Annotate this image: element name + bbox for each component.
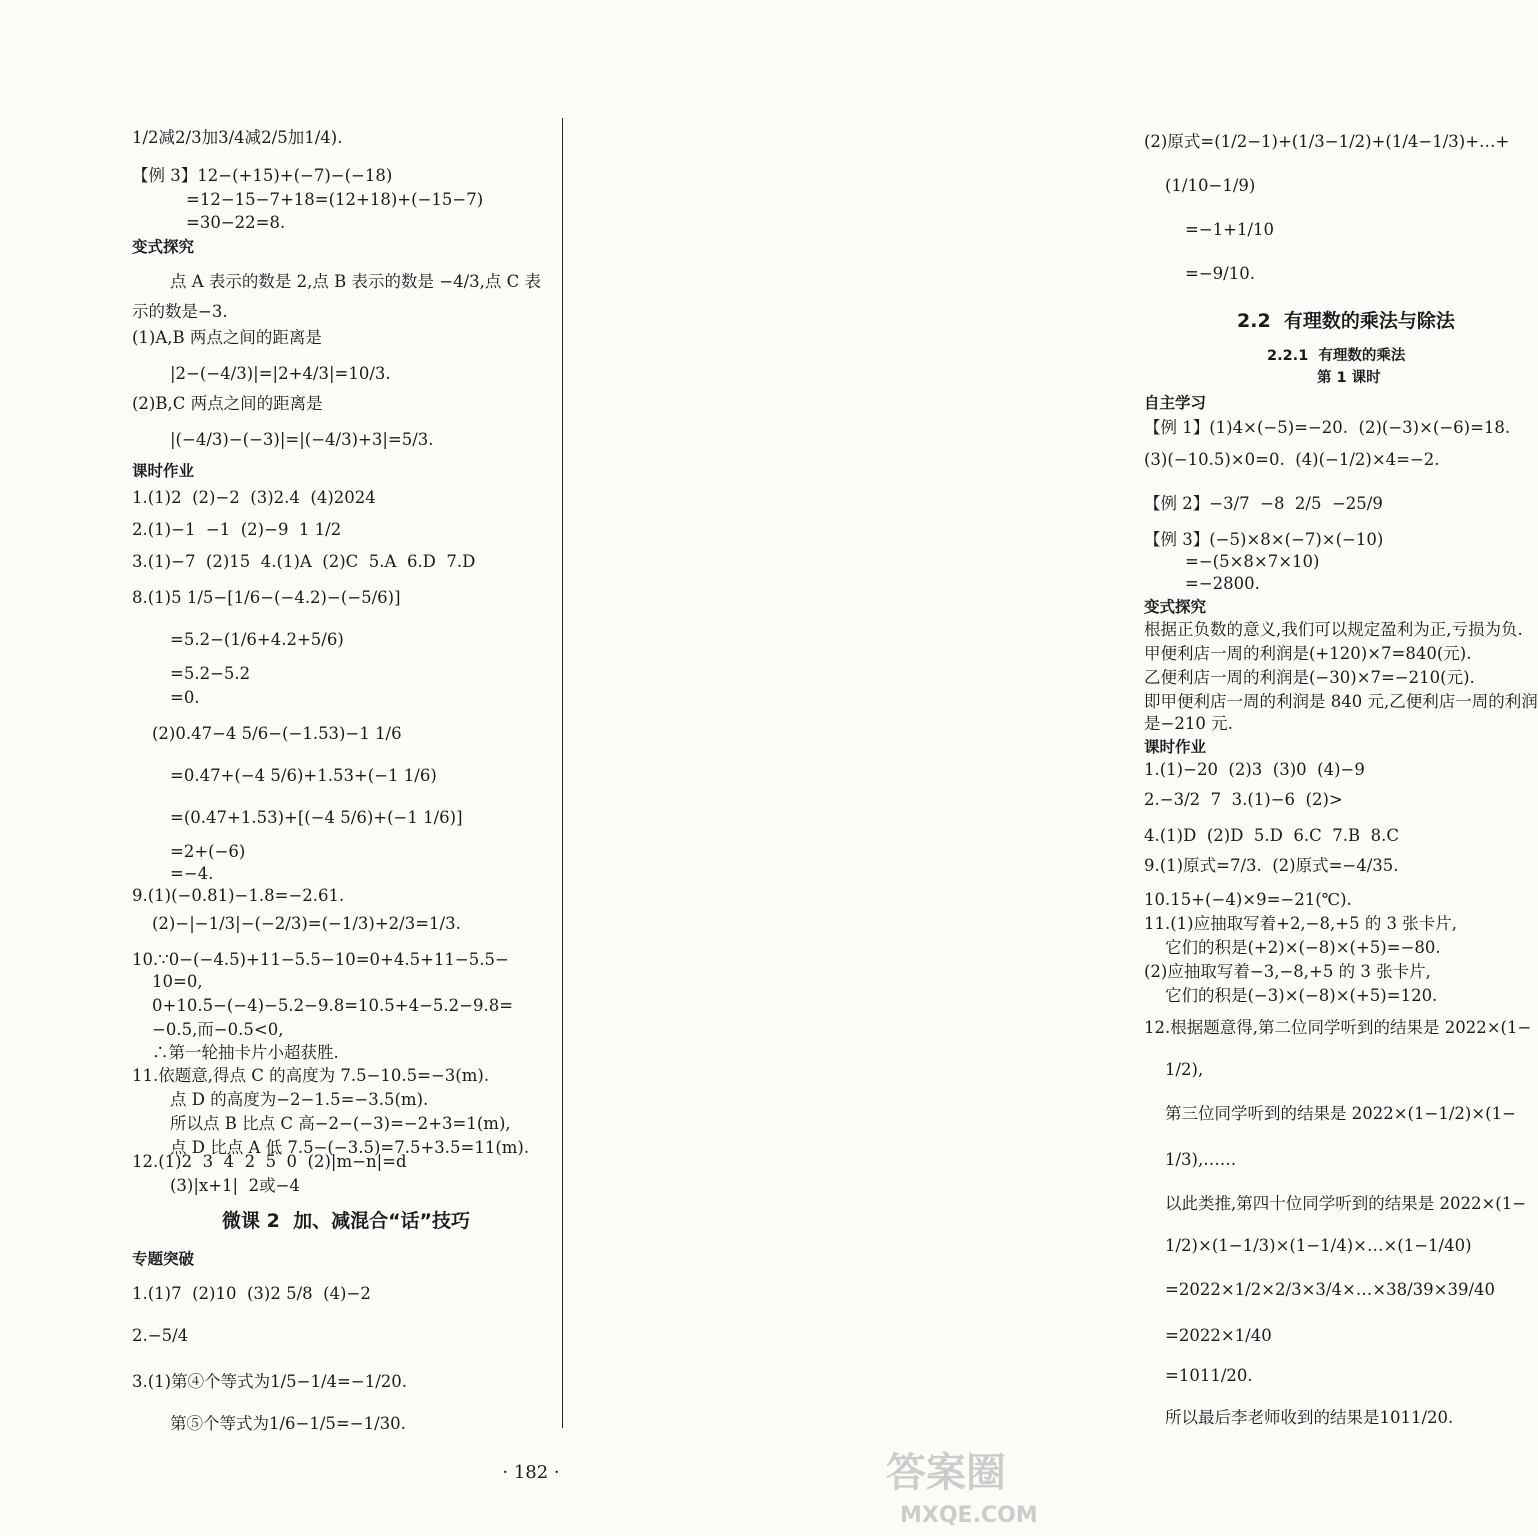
formula-line: |(−4/3)−(−3)|=|(−4/3)+3|=5/3. <box>170 430 434 449</box>
answer-line: 3.(1)第④个等式为1/5−1/4=−1/20. <box>132 1372 407 1391</box>
text-line: 10=0, <box>152 972 203 991</box>
formula-line: |2−(−4/3)|=|2+4/3|=10/3. <box>170 364 391 383</box>
example-2: 【例 2】−3/7 −8 2/5 −25/9 <box>1144 494 1383 513</box>
text-line: =30−22=8. <box>186 213 286 232</box>
section-heading: 课时作业 <box>1144 738 1207 756</box>
formula-line: 第⑤个等式为1/6−1/5=−1/30. <box>170 1414 406 1433</box>
answer-line: 11.依题意,得点 C 的高度为 7.5−10.5=−3(m). <box>132 1066 490 1085</box>
answer-line: 1.(1)−20 (2)3 (3)0 (4)−9 <box>1144 760 1365 779</box>
formula-line: (3)(−10.5)×0=0. (4)(−1/2)×4=−2. <box>1144 450 1440 469</box>
text-line: =12−15−7+18=(12+18)+(−15−7) <box>186 190 484 209</box>
formula-line: =0. <box>170 688 200 707</box>
formula-line: =2022×1/40 <box>1165 1326 1272 1345</box>
formula-line: 1/2)×(1−1/3)×(1−1/4)×…×(1−1/40) <box>1165 1236 1472 1255</box>
formula-line: =−4. <box>170 864 214 883</box>
example-3: 【例 3】(−5)×8×(−7)×(−10) <box>1144 530 1384 549</box>
answer-line: 10.15+(−4)×9=−21(℃). <box>1144 890 1352 909</box>
text-line: 是−210 元. <box>1144 714 1233 733</box>
answer-line: 12.(1)2 3 4 2 5 0 (2)|m−n|=d <box>132 1152 407 1171</box>
formula-line: =0.47+(−4 5/6)+1.53+(−1 1/6) <box>170 766 437 785</box>
text-line: 所以点 B 比点 C 高−2−(−3)=−2+3=1(m), <box>170 1114 511 1133</box>
section-heading: 课时作业 <box>132 462 195 480</box>
answer-line: 11.(1)应抽取写着+2,−8,+5 的 3 张卡片, <box>1144 914 1458 933</box>
formula-line: 以此类推,第四十位同学听到的结果是 2022×(1− <box>1165 1194 1527 1213</box>
answer-line: 2.−3/2 7 3.(1)−6 (2)> <box>1144 790 1343 809</box>
answer-line: 4.(1)D (2)D 5.D 6.C 7.B 8.C <box>1144 826 1399 845</box>
text-line: 1/2减2/3加3/4减2/5加1/4). <box>132 128 343 147</box>
section-heading: 自主学习 <box>1144 394 1207 412</box>
text-line: 甲便利店一周的利润是(+120)×7=840(元). <box>1144 644 1472 663</box>
svg-text:MXQE.COM: MXQE.COM <box>900 1503 1038 1528</box>
example-1: 【例 1】(1)4×(−5)=−20. (2)(−3)×(−6)=18. <box>1144 418 1511 437</box>
text-line: 0+10.5−(−4)−5.2−9.8=10.5+4−5.2−9.8= <box>152 996 514 1015</box>
section-heading: 变式探究 <box>132 238 195 256</box>
formula-line: (1/10−1/9) <box>1165 176 1256 195</box>
text-line: 点 D 比点 A 低 7.5−(−3.5)=7.5+3.5=11(m). <box>170 1138 530 1157</box>
column-divider <box>562 118 563 1428</box>
text-line: (3)|x+1| 2或−4 <box>170 1176 300 1195</box>
formula-line: =−9/10. <box>1185 264 1255 283</box>
answer-line: 9.(1)原式=7/3. (2)原式=−4/35. <box>1144 856 1399 875</box>
answer-line: 3.(1)−7 (2)15 4.(1)A (2)C 5.A 6.D 7.D <box>132 552 476 571</box>
svg-text:答案圈: 答案圈 <box>886 1450 1006 1496</box>
section-heading: 变式探究 <box>1144 598 1207 616</box>
answer-line: 12.根据题意得,第二位同学听到的结果是 2022×(1− <box>1144 1018 1532 1037</box>
text-line: −0.5,而−0.5<0, <box>152 1020 284 1039</box>
formula-line: =5.2−5.2 <box>170 664 251 683</box>
conclusion-line: 所以最后李老师收到的结果是1011/20. <box>1165 1408 1454 1427</box>
text-line: 它们的积是(+2)×(−8)×(+5)=−80. <box>1165 938 1441 957</box>
formula-line: (2)−|−1/3|−(−2/3)=(−1/3)+2/3=1/3. <box>152 914 461 933</box>
micro-lesson-title: 微课 2 加、减混合“话”技巧 <box>222 1210 471 1232</box>
answer-line: 1.(1)7 (2)10 (3)2 5/8 (4)−2 <box>132 1284 371 1303</box>
text-line: (2)B,C 两点之间的距离是 <box>132 394 323 413</box>
formula-line: =2022×1/2×2/3×3/4×…×38/39×39/40 <box>1165 1280 1496 1299</box>
formula-line: 第三位同学听到的结果是 2022×(1−1/2)×(1− <box>1165 1104 1516 1123</box>
answer-line: 9.(1)(−0.81)−1.8=−2.61. <box>132 886 345 905</box>
text-line: 即甲便利店一周的利润是 840 元,乙便利店一周的利润 <box>1144 692 1538 711</box>
formula-line: =−(5×8×7×10) <box>1185 552 1320 571</box>
text-line: 点 A 表示的数是 2,点 B 表示的数是 −4/3,点 C 表 <box>170 272 541 291</box>
answer-line: 2.(1)−1 −1 (2)−9 1 1/2 <box>132 520 342 539</box>
formula-line: =−1+1/10 <box>1185 220 1275 239</box>
example-3: 【例 3】12−(+15)+(−7)−(−18) <box>132 166 393 185</box>
text-line: 乙便利店一周的利润是(−30)×7=−210(元). <box>1144 668 1475 687</box>
subsection-title: 2.2.1 有理数的乘法 <box>1267 348 1406 364</box>
answer-line: 8.(1)5 1/5−[1/6−(−4.2)−(−5/6)] <box>132 588 401 607</box>
formula-line: =1011/20. <box>1165 1366 1253 1385</box>
text-line: 示的数是−3. <box>132 302 228 321</box>
section-heading: 专题突破 <box>132 1250 195 1268</box>
formula-line: 1/2), <box>1165 1060 1204 1079</box>
watermark-logo <box>880 1440 1055 1530</box>
formula-line: (2)0.47−4 5/6−(−1.53)−1 1/6 <box>152 724 402 743</box>
formula-line: =2+(−6) <box>170 842 246 861</box>
answer-line: 10.∵0−(−4.5)+11−5.5−10=0+4.5+11−5.5− <box>132 950 509 969</box>
answer-line: 2.−5/4 <box>132 1326 189 1345</box>
formula-line: (2)原式=(1/2−1)+(1/3−1/2)+(1/4−1/3)+…+ <box>1144 132 1510 151</box>
formula-line: =(0.47+1.53)+[(−4 5/6)+(−1 1/6)] <box>170 808 463 827</box>
page-number: · 182 · <box>502 1462 560 1483</box>
lesson-title: 第 1 课时 <box>1317 370 1381 386</box>
formula-line: 1/3),…… <box>1165 1150 1237 1169</box>
answer-line: 1.(1)2 (2)−2 (3)2.4 (4)2024 <box>132 488 376 507</box>
formula-line: =5.2−(1/6+4.2+5/6) <box>170 630 344 649</box>
text-line: (1)A,B 两点之间的距离是 <box>132 328 322 347</box>
section-title: 2.2 有理数的乘法与除法 <box>1237 310 1455 332</box>
formula-line: =−2800. <box>1185 574 1260 593</box>
text-line: (2)应抽取写着−3,−8,+5 的 3 张卡片, <box>1144 962 1431 981</box>
text-line: 根据正负数的意义,我们可以规定盈利为正,亏损为负. <box>1144 620 1523 639</box>
text-line: 点 D 的高度为−2−1.5=−3.5(m). <box>170 1090 429 1109</box>
text-line: 它们的积是(−3)×(−8)×(+5)=120. <box>1165 986 1438 1005</box>
text-line: ∴第一轮抽卡片小超获胜. <box>152 1043 339 1062</box>
